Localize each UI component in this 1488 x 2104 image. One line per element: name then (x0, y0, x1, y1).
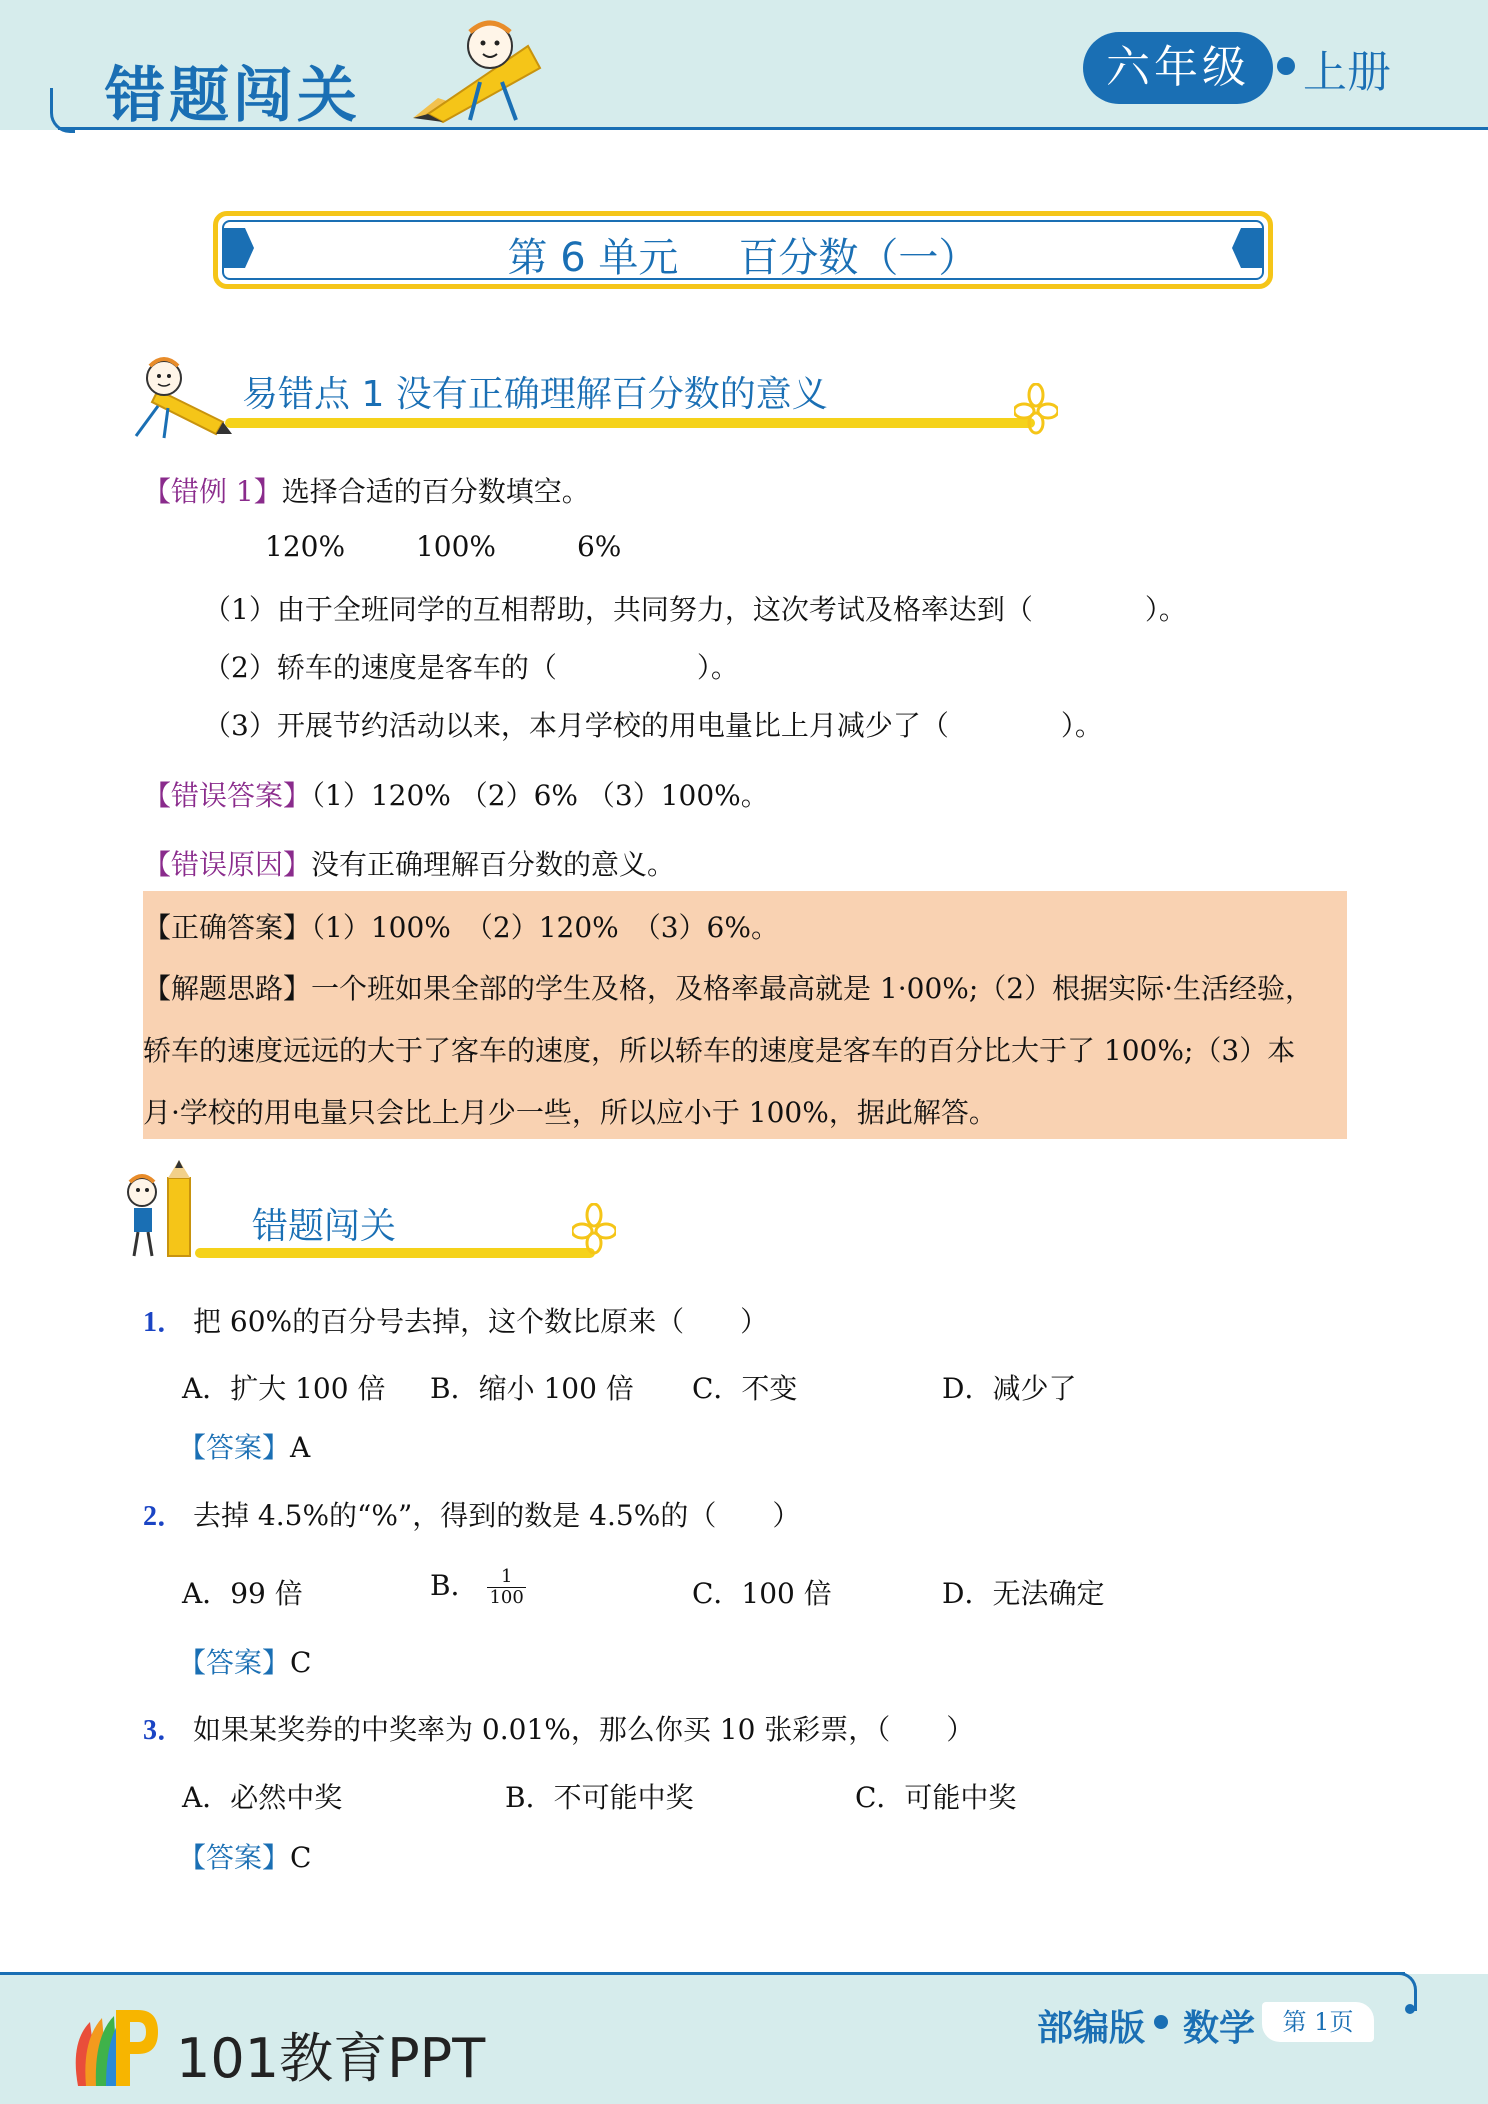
example-item-2: （2）轿车的速度是客车的（ ）。 (203, 651, 739, 684)
fraction-denominator: 100 (489, 1587, 524, 1608)
example-item-1: （1）由于全班同学的互相帮助，共同努力，这次考试及格率达到（ ）。 (203, 593, 1187, 626)
example-header (143, 470, 590, 510)
question-1-option-d: D．减少了 (942, 1372, 1077, 1405)
solution-line-3: 月·学校的用电量只会比上月少一些，所以应小于 100%，据此解答。 (143, 1096, 997, 1129)
wrong-reason-tag: 【错误原因】 (143, 848, 312, 881)
footer-rule (0, 1972, 1405, 1975)
question-1-answer-tag: 【答案】 (178, 1431, 291, 1464)
header-title: 错题闯关 (105, 61, 361, 131)
question-1-option-a: A．扩大 100 倍 (182, 1372, 386, 1405)
example-item-3: （3）开展节约活动以来，本月学校的用电量比上月减少了（ ）。 (203, 709, 1103, 742)
option-6: 6% (576, 530, 622, 563)
section1-title: 易错点 1 没有正确理解百分数的意义 (242, 374, 828, 415)
question-1-option-b: B．缩小 100 倍 (430, 1372, 634, 1405)
question-1-number: 1． (143, 1307, 186, 1338)
question-1-answer-value: A (290, 1431, 311, 1464)
question-3 (143, 1708, 974, 1748)
solution-text-1: 一个班如果全部的学生及格，及格率最高就是 1·00%;（2）根据实际·生活经验， (311, 972, 1314, 1005)
pencil-mascot-icon (408, 10, 548, 125)
section1-underline (225, 418, 1035, 428)
question-1-answer (178, 1426, 310, 1466)
example-prompt: 选择合适的百分数填空。 (281, 475, 590, 508)
unit-label: 第 6 单元 (507, 235, 679, 281)
flower-icon (1014, 383, 1058, 435)
section2-title: 错题闯关 (252, 1206, 397, 1247)
unit-name: 百分数（一） (738, 235, 979, 281)
subject-label: 数学 (1183, 2008, 1256, 2049)
example-options (265, 530, 621, 563)
question-1 (143, 1300, 768, 1340)
grade-badge: 六年级 (1083, 32, 1273, 104)
wrong-answer-tag: 【错误答案】 (143, 779, 312, 812)
question-3-option-b: B．不可能中奖 (505, 1781, 694, 1814)
volume-label: 上册 (1303, 47, 1391, 98)
question-2-text: 去掉 4.5%的“%”，得到的数是 4.5%的（ ） (193, 1499, 801, 1532)
question-3-option-c: C．可能中奖 (855, 1781, 1017, 1814)
question-2-answer-tag: 【答案】 (178, 1646, 291, 1679)
unit-banner (213, 211, 1273, 289)
wrong-answer-text: （1）120% （2）6% （3）100%。 (311, 779, 769, 812)
question-2-option-b-label: B． (430, 1569, 479, 1602)
correct-answer-text: （1）100% （2）120% （3）6%。 (311, 911, 779, 944)
footer-dot (1405, 2004, 1415, 2014)
question-3-answer-tag: 【答案】 (178, 1841, 291, 1874)
question-3-number: 3． (143, 1715, 186, 1746)
section2-underline (195, 1248, 595, 1258)
fraction-1-100 (487, 1567, 525, 1608)
page-number: 第 1页 (1262, 2002, 1374, 2042)
wrong-reason-text: 没有正确理解百分数的意义。 (311, 848, 676, 881)
fraction-numerator: 1 (487, 1567, 525, 1588)
example-tag: 【错例 1】 (143, 475, 282, 508)
solution-tag: 【解题思路】 (143, 972, 312, 1005)
option-120: 120% (265, 530, 346, 563)
question-3-answer-value: C (290, 1841, 312, 1874)
question-2-option-d: D．无法确定 (942, 1577, 1105, 1610)
option-100: 100% (415, 530, 497, 563)
correct-answer-tag: 【正确答案】 (143, 911, 312, 944)
question-2 (143, 1494, 800, 1534)
brand-name: 101教育PPT (176, 2027, 486, 2090)
question-1-text: 把 60%的百分号去掉，这个数比原来（ ） (193, 1305, 769, 1338)
question-2-answer (178, 1641, 311, 1681)
question-1-option-c: C．不变 (692, 1372, 798, 1405)
question-2-option-b (430, 1564, 526, 1608)
pencil-mascot-small-icon (128, 350, 233, 440)
wrong-answer-line (143, 774, 769, 814)
edition-dot (1154, 2015, 1168, 2029)
solution-line-1 (143, 967, 1313, 1007)
question-2-number: 2． (143, 1501, 186, 1532)
correct-answer-line (143, 906, 779, 946)
solution-line-2: 轿车的速度远远的大于了客车的速度，所以轿车的速度是客车的百分比大于了 100%;（3）本 (143, 1034, 1296, 1067)
question-2-option-c: C．100 倍 (692, 1577, 832, 1610)
question-3-text: 如果某奖券的中奖率为 0.01%，那么你买 10 张彩票，（ ） (193, 1713, 975, 1746)
flower-icon (572, 1203, 616, 1255)
brand-logo-icon (68, 2002, 160, 2090)
unit-title (218, 226, 1268, 283)
question-2-answer-value: C (290, 1646, 312, 1679)
wrong-reason-line (143, 843, 675, 883)
question-3-answer (178, 1836, 311, 1876)
grade-dot (1277, 57, 1295, 75)
question-2-option-a: A．99 倍 (182, 1577, 303, 1610)
question-3-option-a: A．必然中奖 (182, 1781, 343, 1814)
edition-label: 部编版 (1037, 2008, 1146, 2049)
pencil-kid-icon (118, 1160, 198, 1260)
